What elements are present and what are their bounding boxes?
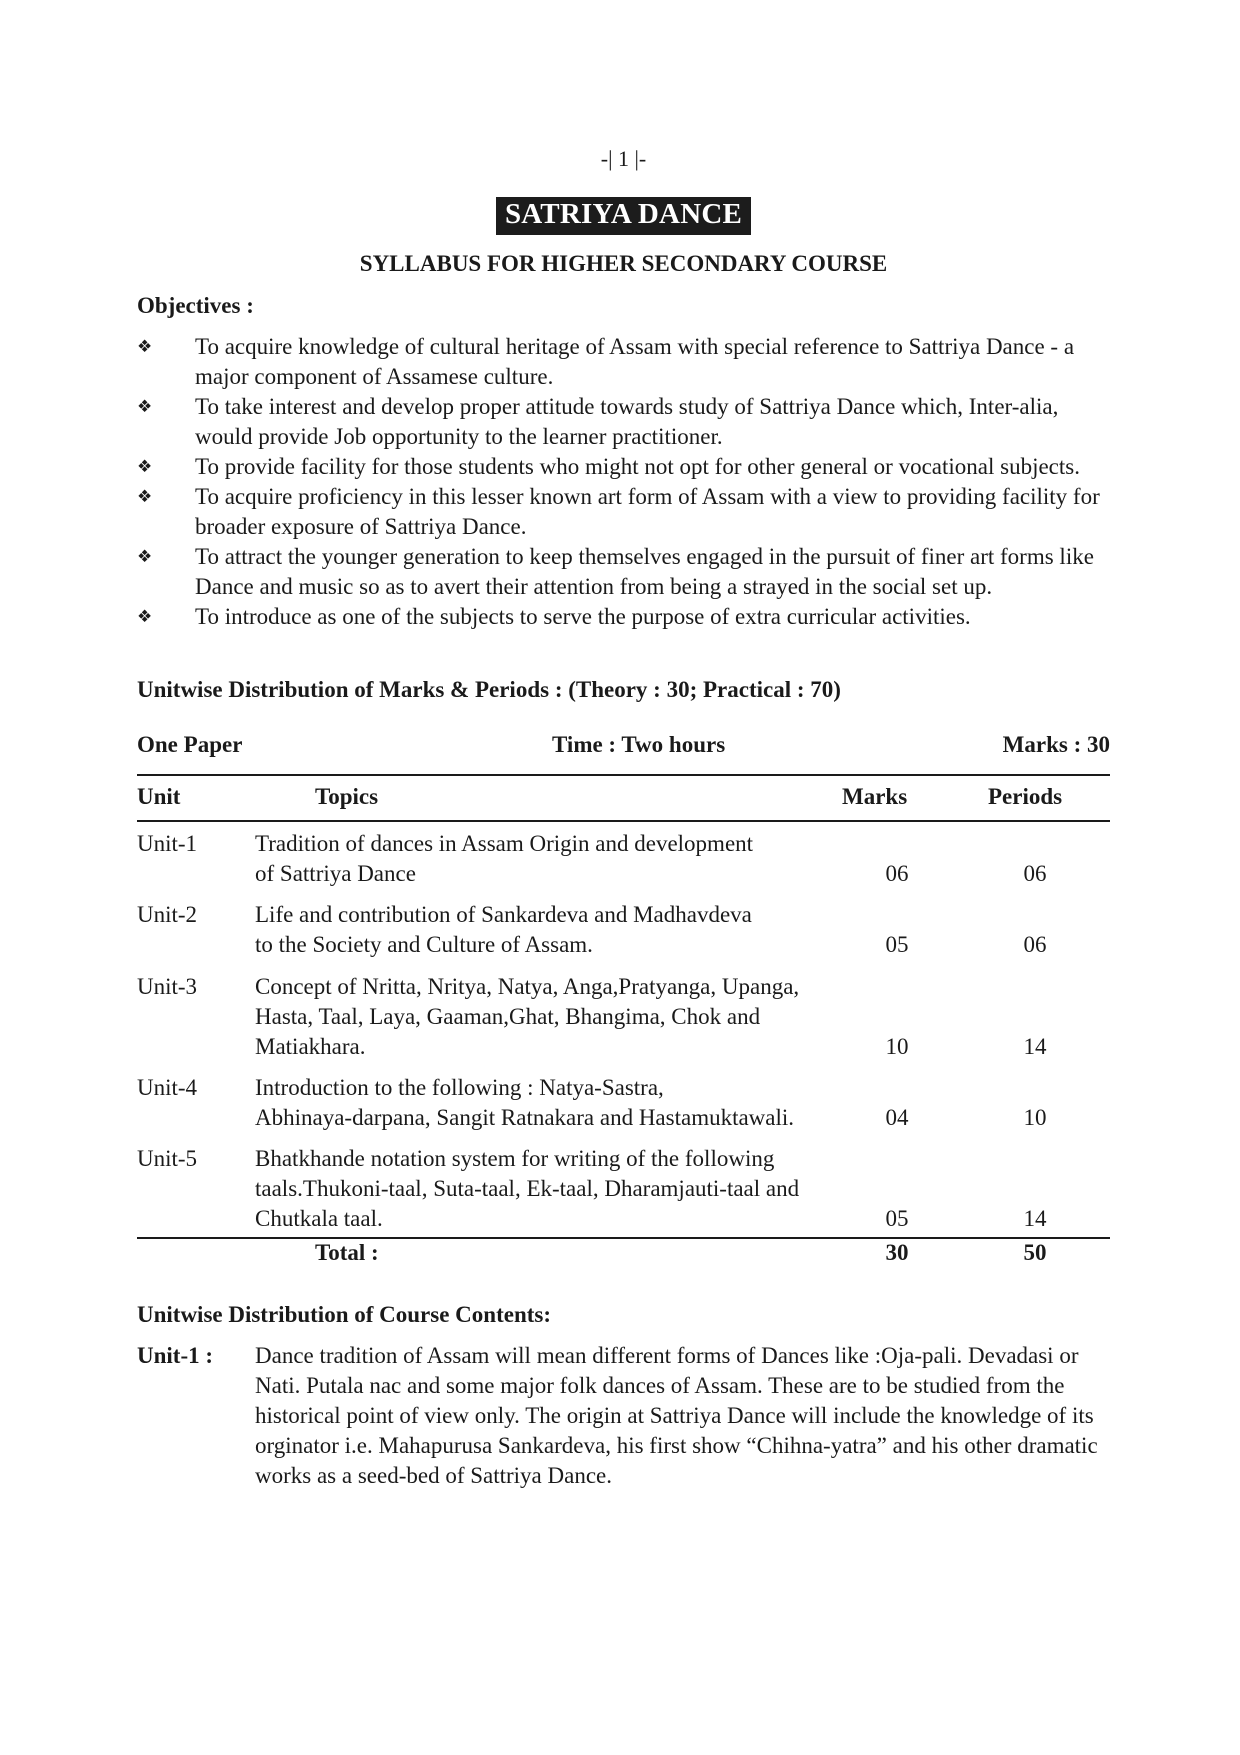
objectives-heading: Objectives :	[137, 293, 254, 318]
unit-cell: Unit-1	[137, 831, 198, 856]
page-number: -| 1 |-	[600, 146, 647, 171]
objective-item	[137, 332, 1110, 392]
objective-item	[137, 602, 1110, 632]
course-contents-heading: Unitwise Distribution of Course Contents:	[137, 1302, 551, 1327]
topic-line: Hasta, Taal, Laya, Gaaman,Ghat, Bhangima, Chok and	[255, 1004, 761, 1029]
marks-cell: 05	[885, 932, 909, 957]
column-header-unit: Unit	[137, 784, 181, 809]
unit-cell: Unit-3	[137, 974, 198, 999]
marks-cell: 05	[885, 1206, 909, 1231]
topic-line: Introduction to the following : Natya-Sastra,	[255, 1075, 664, 1100]
topic-line: taals.Thukoni-taal, Suta-taal, Ek-taal, Dharamjauti-taal and	[255, 1176, 800, 1201]
objective-item	[137, 452, 1110, 482]
unit-cell: Unit-5	[137, 1146, 198, 1171]
content-line: Nati. Putala nac and some major folk dances of Assam. These are to be studied from the	[255, 1373, 1065, 1398]
title-block	[137, 197, 1110, 235]
content-line: works as a seed-bed of Sattriya Dance.	[255, 1463, 613, 1488]
paper-info-row	[137, 732, 1110, 762]
content-unit-label: Unit-1 :	[137, 1343, 214, 1368]
periods-cell: 10	[1023, 1105, 1047, 1130]
topic-line: to the Society and Culture of Assam.	[255, 932, 593, 957]
marks-cell: 10	[885, 1034, 909, 1059]
periods-cell: 14	[1023, 1034, 1047, 1059]
topic-line: Life and contribution of Sankardeva and Madhavdeva	[255, 902, 752, 927]
objective-line: To acquire knowledge of cultural heritage of Assam with special reference to Sattriya Dance - a	[195, 334, 1075, 359]
periods-cell: 06	[1023, 932, 1047, 957]
objective-line: To take interest and develop proper attitude towards study of Sattriya Dance which, Inter-alia,	[195, 394, 1059, 419]
topic-cell	[255, 829, 845, 889]
document-title: SATRIYA DANCE	[496, 197, 751, 235]
unit-cell: Unit-4	[137, 1075, 198, 1100]
table-row	[137, 1073, 1110, 1133]
unit-cell: Unit-2	[137, 902, 198, 927]
distribution-heading: Unitwise Distribution of Marks & Periods : (Theory : 30; Practical : 70)	[137, 677, 841, 702]
marks-cell: 06	[885, 861, 909, 886]
table-row	[137, 972, 1110, 1062]
column-header-topics: Topics	[315, 784, 379, 809]
objective-line: To introduce as one of the subjects to serve the purpose of extra curricular activities.	[195, 604, 971, 629]
objective-line: To provide facility for those students who might not opt for other general or vocational subjects.	[195, 454, 1080, 479]
diamond-bullet-icon: ❖	[137, 607, 153, 626]
topic-line: Matiakhara.	[255, 1034, 366, 1059]
content-line: orginator i.e. Mahapurusa Sankardeva, his first show “Chihna-yatra” and his other dramatic	[255, 1433, 1098, 1458]
diamond-bullet-icon: ❖	[137, 487, 153, 506]
table-header-rule	[137, 820, 1110, 822]
content-unit-text	[255, 1341, 1110, 1491]
table-total-row	[137, 1240, 1110, 1270]
marks-total-label: Marks : 30	[1002, 732, 1110, 757]
total-marks: 30	[885, 1240, 909, 1265]
objective-line: To acquire proficiency in this lesser known art form of Assam with a view to providing facility for	[195, 484, 1100, 509]
content-line: historical point of view only. The origin at Sattriya Dance will include the knowledge of its	[255, 1403, 1094, 1428]
periods-cell: 14	[1023, 1206, 1047, 1231]
table-row	[137, 1144, 1110, 1234]
diamond-bullet-icon: ❖	[137, 547, 153, 566]
diamond-bullet-icon: ❖	[137, 397, 153, 416]
column-header-marks: Marks	[842, 784, 908, 809]
content-line: Dance tradition of Assam will mean different forms of Dances like :Oja-pali. Devadasi or	[255, 1343, 1079, 1368]
diamond-bullet-icon: ❖	[137, 337, 153, 356]
topic-cell	[255, 1073, 845, 1133]
objective-item	[137, 392, 1110, 452]
table-row	[137, 900, 1110, 960]
time-label: Time : Two hours	[552, 732, 726, 757]
column-header-periods: Periods	[988, 784, 1063, 809]
topic-line: Chutkala taal.	[255, 1206, 383, 1231]
objective-item	[137, 482, 1110, 542]
marks-cell: 04	[885, 1105, 909, 1130]
topic-line: Tradition of dances in Assam Origin and development	[255, 831, 754, 856]
objective-line: broader exposure of Sattriya Dance.	[195, 514, 527, 539]
objective-line: would provide Job opportunity to the learner practitioner.	[195, 424, 723, 449]
objective-line: Dance and music so as to avert their attention from being a strayed in the social set up.	[195, 574, 993, 599]
objectives-list	[137, 332, 1110, 632]
paper-label: One Paper	[137, 732, 243, 757]
table-row	[137, 829, 1110, 889]
topic-cell	[255, 900, 845, 960]
topic-line: of Sattriya Dance	[255, 861, 416, 886]
document-subtitle: SYLLABUS FOR HIGHER SECONDARY COURSE	[359, 251, 888, 276]
topic-line: Bhatkhande notation system for writing of the following	[255, 1146, 775, 1171]
topic-cell	[255, 1144, 845, 1234]
diamond-bullet-icon: ❖	[137, 457, 153, 476]
periods-cell: 06	[1023, 861, 1047, 886]
objective-line: major component of Assamese culture.	[195, 364, 554, 389]
table-total-rule	[137, 1237, 1110, 1239]
total-label: Total :	[315, 1240, 379, 1265]
topic-cell	[255, 972, 845, 1062]
objective-item	[137, 542, 1110, 602]
table-top-rule	[137, 774, 1110, 776]
topic-line: Abhinaya-darpana, Sangit Ratnakara and Hastamuktawali.	[255, 1105, 795, 1130]
objective-line: To attract the younger generation to keep themselves engaged in the pursuit of finer art forms like	[195, 544, 1094, 569]
total-periods: 50	[1023, 1240, 1047, 1265]
topic-line: Concept of Nritta, Nritya, Natya, Anga,Pratyanga, Upanga,	[255, 974, 800, 999]
